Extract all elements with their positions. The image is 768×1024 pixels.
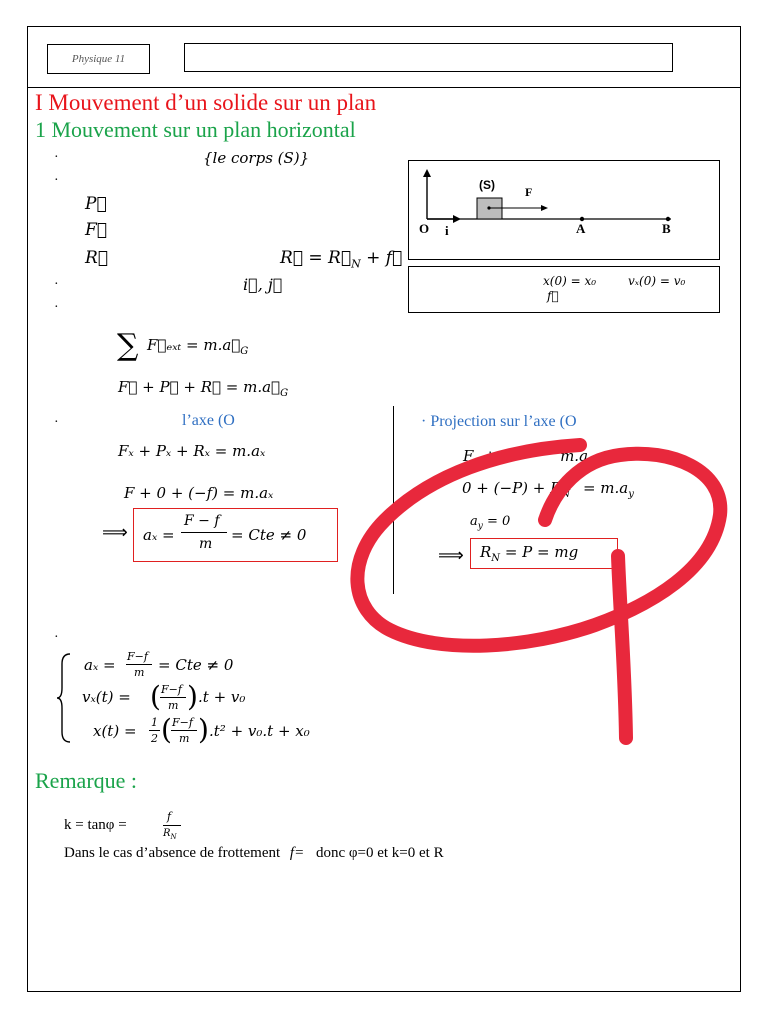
system-label: {le corps (S)} — [203, 149, 310, 167]
bullet: · — [54, 415, 59, 430]
brace-icon — [56, 652, 72, 744]
rn-result: $R_N = P$ = mg — [480, 543, 579, 564]
bullet: · — [54, 630, 59, 645]
unit-vector-label: i⃗ — [445, 223, 459, 238]
half-den: 2 — [151, 732, 158, 745]
sum-symbol: ∑ — [117, 328, 139, 363]
paren-close: ) — [198, 713, 209, 746]
section-title: I Mouvement d’un solide sur un plan — [35, 90, 377, 115]
x0-label: x(0) = x₀ — [543, 274, 597, 288]
paren-close: ) — [187, 680, 198, 713]
newton-law-expanded: F⃗ + P⃗ + R⃗ = $m.a⃗_G$ — [118, 378, 289, 399]
ax-result-den: m — [199, 536, 213, 552]
bullet: · — [54, 277, 59, 292]
projection-oy-eq1: $F_y + P$ $m.a_y$ — [463, 447, 594, 468]
force-r: R⃗ — [85, 248, 109, 268]
remark-title: Remarque : — [35, 768, 138, 793]
x-rhs: .t² + v₀.t + x₀ — [209, 722, 310, 740]
force-p: P⃗ — [85, 194, 107, 214]
fraction-bar — [160, 697, 186, 698]
force-f: F⃗ — [85, 220, 107, 240]
projection-ox-eq2: F + 0 + (−f) = m.aₓ — [124, 484, 274, 502]
paren-open: ( — [150, 680, 161, 713]
vx-equation: vₓ(t) = — [82, 688, 131, 706]
fraction-bar — [171, 730, 197, 731]
origin-label: O — [419, 221, 430, 236]
friction-coefficient: k = tanφ = — [64, 817, 127, 833]
projection-oy-eq2: $0 + (-P) + R_N = m.a_y$ — [462, 479, 634, 500]
point-b-label: B — [662, 221, 671, 236]
implies-arrow: ⟹ — [438, 545, 464, 565]
fraction-bar — [163, 825, 181, 826]
fraction-bar — [181, 532, 227, 533]
x-den: m — [179, 732, 190, 745]
friction-label: f⃗ — [547, 289, 559, 303]
implies-arrow: ⟹ — [102, 522, 128, 542]
header-rule — [27, 87, 741, 88]
initial-conditions-box — [408, 266, 720, 313]
k-num: f — [167, 810, 172, 823]
ax-den: m — [134, 666, 145, 679]
subsection-title: 1 Mouvement sur un plan horizontal — [35, 117, 356, 142]
vx-den: m — [168, 699, 179, 712]
remark-text: Dans le cas d’absence de frottement f= donc φ=0 et k=0 et R — [64, 845, 444, 861]
diagram-figure — [409, 161, 721, 261]
axis-ox-label: l’axe (O — [182, 412, 235, 429]
reaction-equation: R⃗ = $R⃗_N$ + f⃗ — [280, 248, 403, 271]
axis-oy-label: · Projection sur l’axe (O — [421, 413, 577, 430]
v0-label: vₓ(0) = v₀ — [628, 274, 686, 288]
fraction-bar — [126, 664, 152, 665]
bullet: · — [54, 173, 59, 188]
paren-open: ( — [161, 713, 172, 746]
vx-num: F−f — [161, 683, 182, 696]
point-a-label: A — [576, 221, 586, 236]
bullet: · — [54, 300, 59, 315]
ay-value: $a_y = 0$ — [470, 514, 511, 532]
subject-label: Physique 11 — [47, 44, 150, 74]
x-equation: x(t) = — [93, 722, 137, 740]
basis-vectors: i⃗, j⃗ — [243, 275, 283, 294]
motion-diagram — [408, 160, 720, 260]
x-num: F−f — [172, 716, 193, 729]
ax-result-num: F − f — [184, 513, 220, 529]
k-den: $R_N$ — [163, 828, 177, 841]
bullet: · — [54, 150, 59, 165]
ax-num: F−f — [127, 650, 148, 663]
ax-equation: aₓ = — [84, 656, 116, 674]
fraction-bar — [149, 730, 160, 731]
title-field — [184, 43, 673, 72]
vx-rhs: .t + v₀ — [198, 688, 246, 706]
ax-result-lhs: aₓ = — [143, 526, 175, 544]
projection-ox-eq1: Fₓ + Pₓ + Rₓ = m.aₓ — [118, 442, 266, 460]
handwritten-annotation — [340, 420, 740, 750]
body-label: (S) — [479, 178, 495, 192]
ax-rhs: = Cte ≠ 0 — [158, 656, 234, 674]
ax-result-rhs: = Cte ≠ 0 — [231, 526, 307, 544]
force-label: F⃗ — [525, 185, 542, 199]
newton-law: F⃗ₑₓₜ = $m.a⃗_G$ — [147, 336, 249, 357]
half-num: 1 — [151, 716, 158, 729]
